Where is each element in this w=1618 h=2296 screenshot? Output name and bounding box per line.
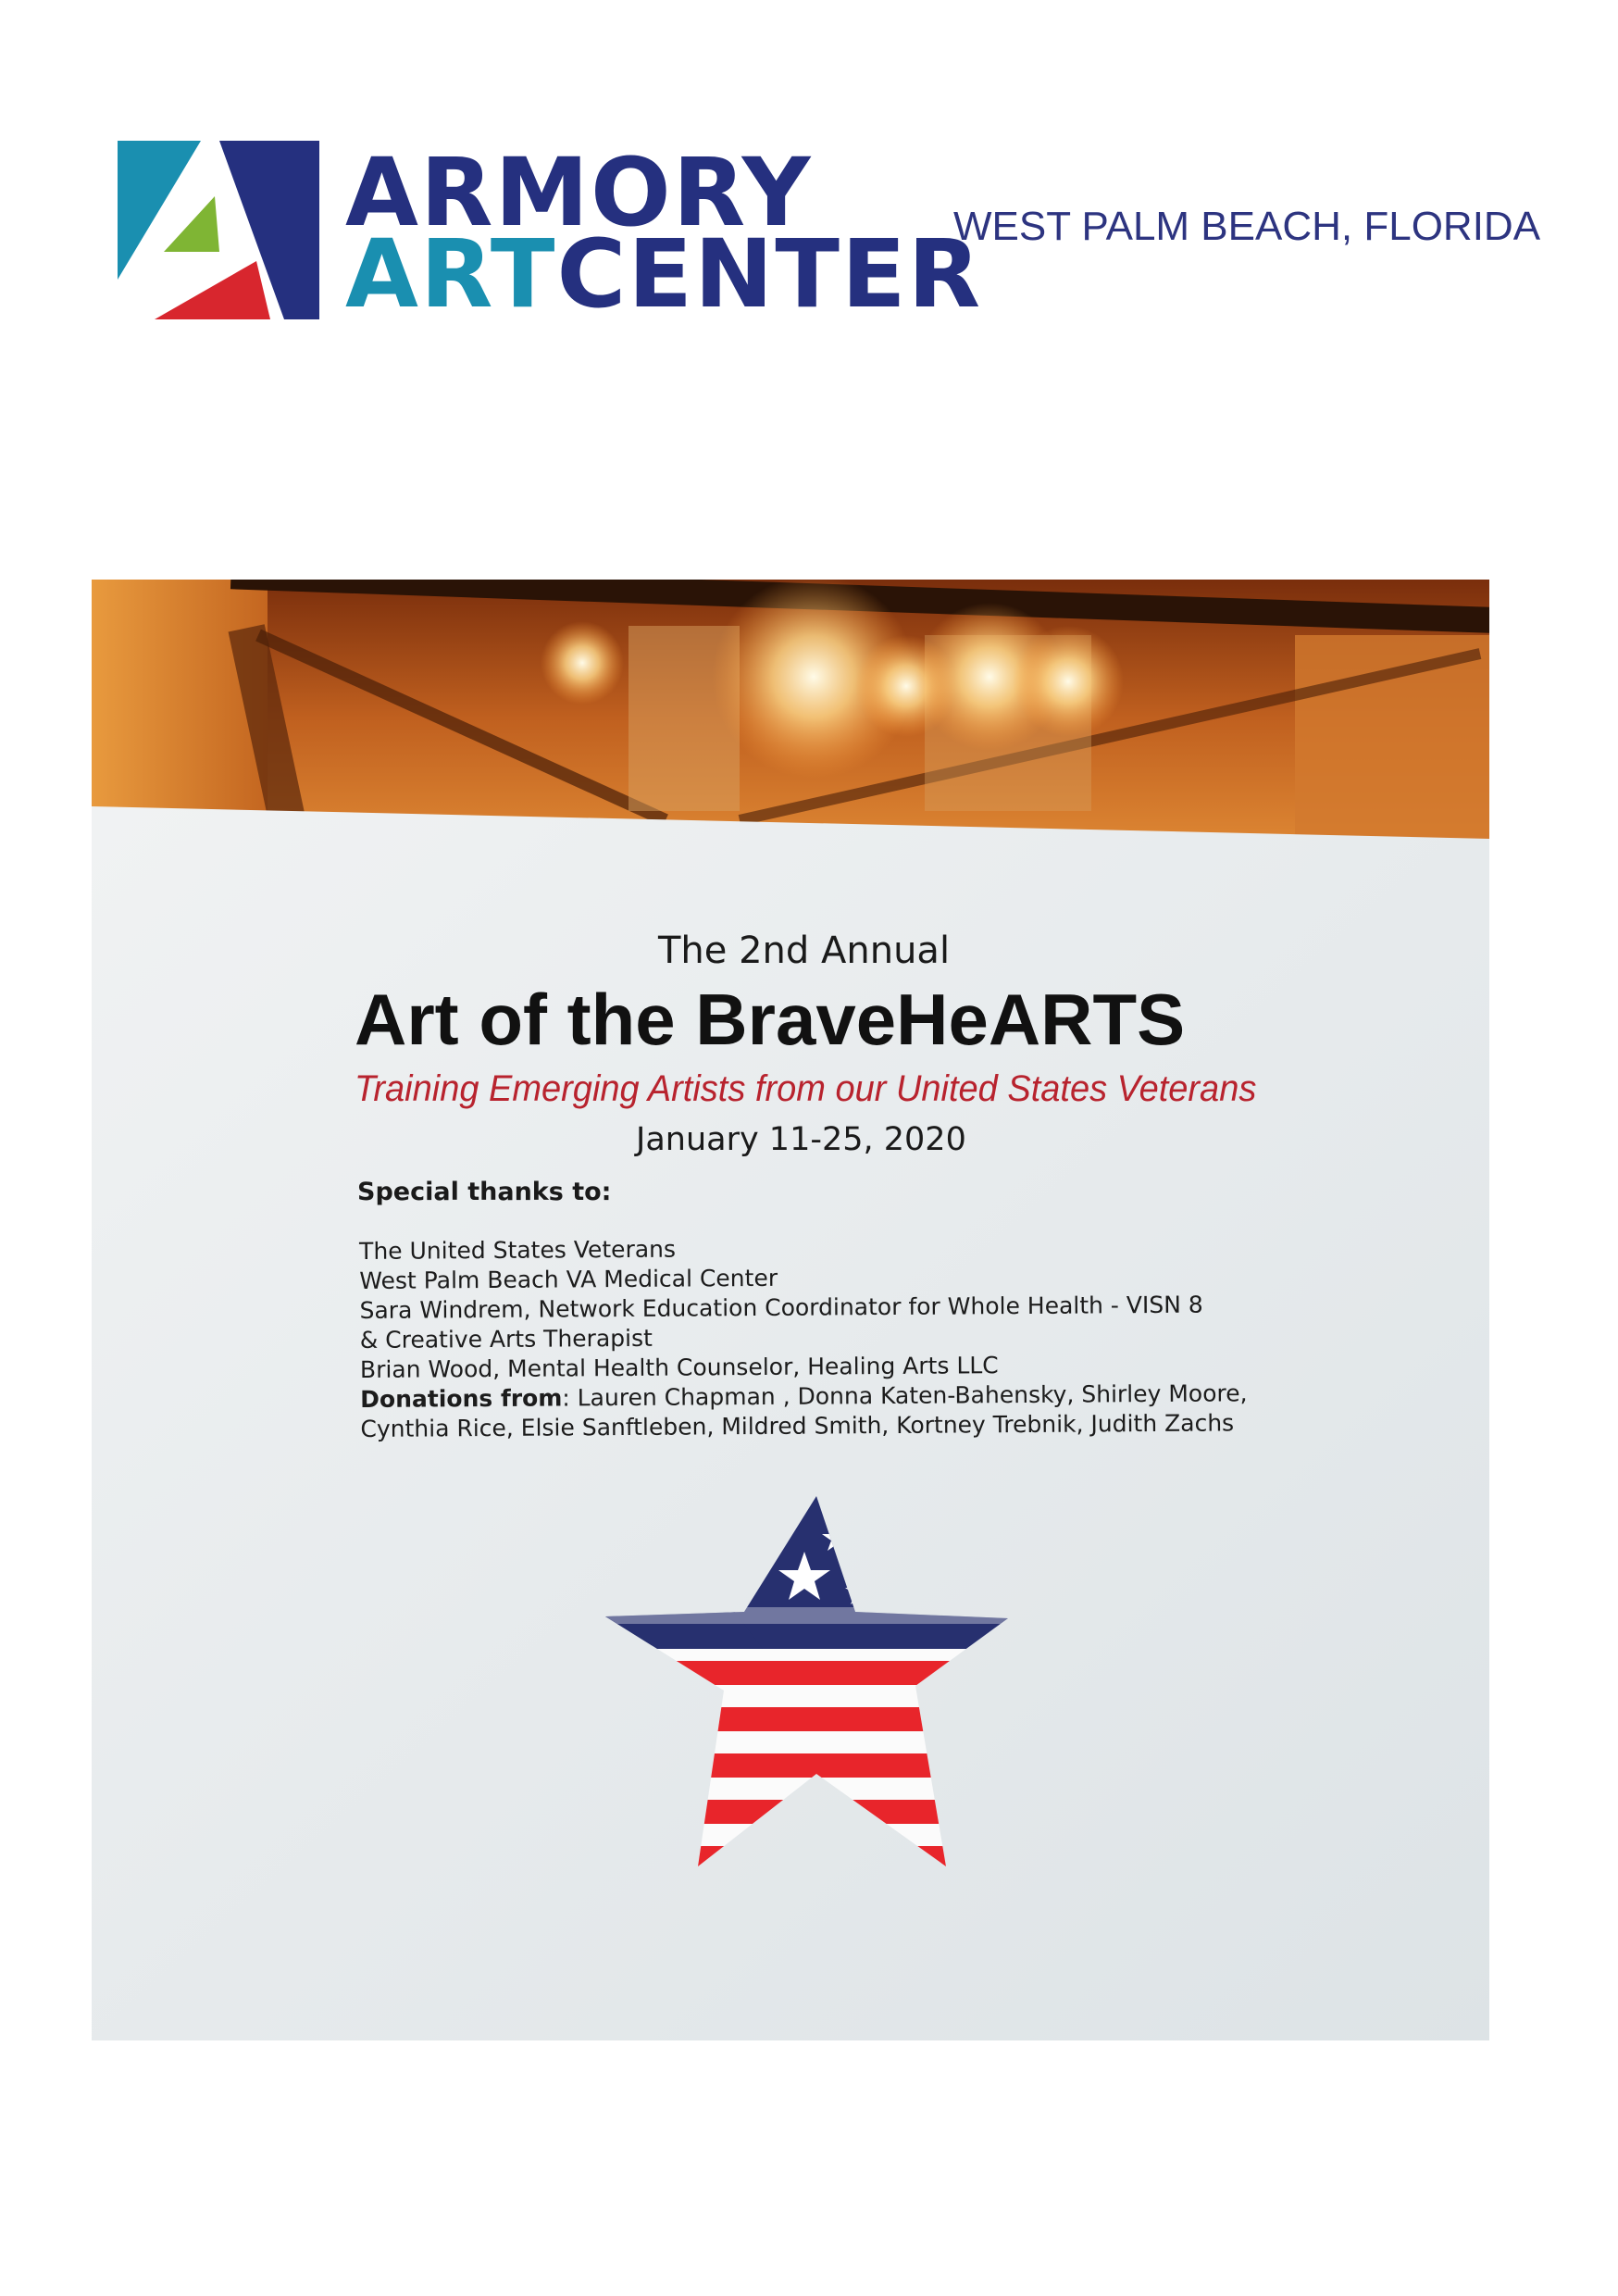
thanks-item: & Creative Arts Therapist xyxy=(359,1324,653,1354)
armory-logo-icon xyxy=(118,141,319,319)
donations-label: Donations from xyxy=(360,1384,563,1413)
thanks-heading: Special thanks to: xyxy=(357,1178,612,1206)
gallery-photo xyxy=(92,580,1489,2040)
sign-tagline: Training Emerging Artists from our United States Veterans xyxy=(355,1068,1257,1109)
american-flag-star-icon xyxy=(605,1496,1008,1885)
thanks-list xyxy=(359,1230,1248,1444)
sign-dates: January 11-25, 2020 xyxy=(636,1121,966,1158)
sign-title: Art of the BraveHeARTS xyxy=(355,979,1186,1060)
logo-line2-part1: ART xyxy=(345,219,557,330)
logo-line2 xyxy=(345,219,983,330)
sign-subtitle: The 2nd Annual xyxy=(658,930,951,972)
thanks-item: West Palm Beach VA Medical Center xyxy=(359,1264,778,1294)
donations-names-1: : Lauren Chapman , Donna Katen-Bahensky, Shirley Moore, xyxy=(562,1379,1248,1412)
sign-panel xyxy=(92,580,1489,2040)
donations-line-2: Cynthia Rice, Elsie Sanftleben, Mildred Smith, Kortney Trebnik, Judith Zachs xyxy=(360,1409,1235,1442)
logo-line2-part2: CENTER xyxy=(556,219,983,330)
thanks-item: The United States Veterans xyxy=(359,1235,677,1265)
thanks-item: Brian Wood, Mental Health Counselor, Healing Arts LLC xyxy=(359,1352,999,1383)
thanks-item: Sara Windrem, Network Education Coordinator for Whole Health - VISN 8 xyxy=(359,1291,1203,1324)
location-text: WEST PALM BEACH, FLORIDA xyxy=(953,204,1541,249)
logo-line1: ARMORY xyxy=(345,138,813,248)
